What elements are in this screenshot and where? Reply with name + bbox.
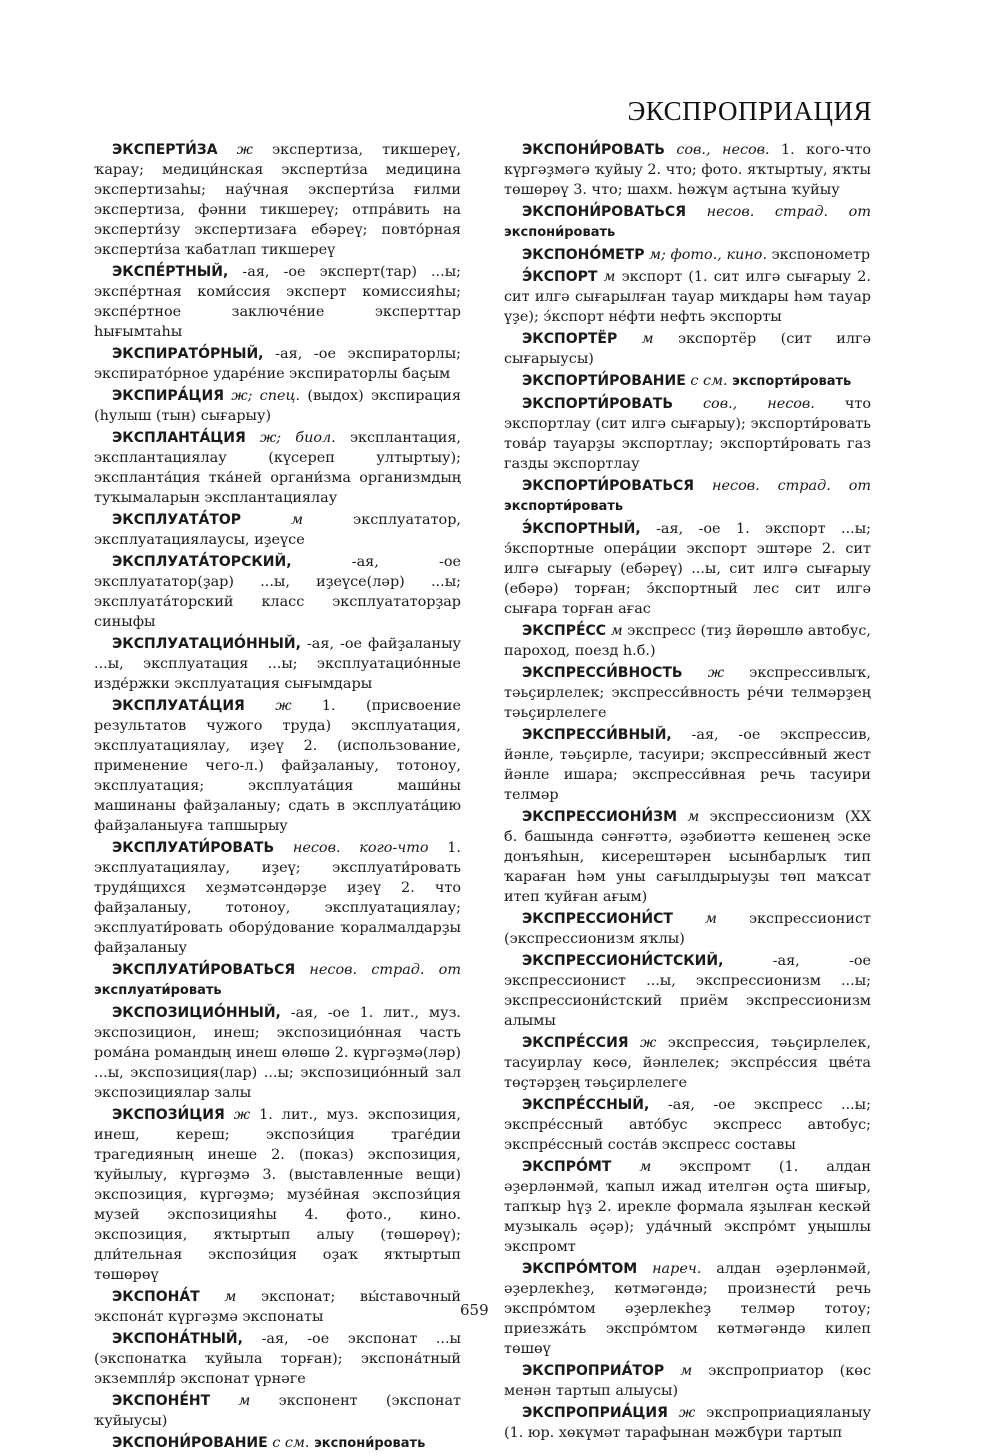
entry-headword: ЭКСПОНИ́РОВАТЬ xyxy=(522,142,665,158)
dictionary-entry xyxy=(504,1157,871,1257)
entry-body: 1. лит., муз. экспозиция, инеш, кереш; экспози́ция траге́дии трагедияның инеше 2. (показ) экспозиция, ҡуйылыу, күргәҙмә 3. (выставленные вещи) экспозиция, күргәҙмә; музе́йная экспози́ция музей экспозицияһы 4. фото., кино. экспозиция, яҡтыртып алыу (төшөрөү); дли́тельная экспози́ция оҙаҡ яҡтыртып төшөрөү xyxy=(94,1107,461,1283)
entry-headword: ЭКСПЛУАТА́ТОРСКИЙ, xyxy=(112,554,292,570)
entry-grammar: ж xyxy=(233,1107,251,1123)
entry-body: экспроприатор (көс менән тартып алыусы) xyxy=(504,1363,872,1399)
dictionary-entry xyxy=(94,552,461,632)
dictionary-entry xyxy=(94,634,461,694)
entry-grammar: м xyxy=(610,623,623,639)
entry-headword: ЭКСПРЕ́ССНЫЙ, xyxy=(522,1097,650,1113)
dictionary-entry xyxy=(504,1259,871,1359)
entry-body: экспроприацияланыу (1. юр. хөкүмәт тарафынан мәжбүри тартып xyxy=(504,1405,871,1441)
entry-headword: ЭКСПОЗИ́ЦИЯ xyxy=(112,1107,225,1123)
dictionary-entry xyxy=(94,1003,461,1103)
entry-grammar: м xyxy=(705,911,717,927)
entry-headword: ЭКСПРЕССИОНИ́СТ xyxy=(522,911,673,927)
entry-grammar: сов., несов. xyxy=(703,396,815,412)
entry-headword: ЭКСПОРТИ́РОВАТЬ xyxy=(522,396,674,412)
entry-grammar: ж; спец. xyxy=(231,388,301,404)
entry-grammar: ж xyxy=(275,698,292,714)
entry-body: -ая, -ое 1. экспорт ...ы; э́кспортные опера́ции экспорт эштәре 2. сит илгә сығарыу (ебәреү) ...ы, сит илгә сығарыу (ебәрә) торған; э́кспортный лес сит илгә сығара торған ағас xyxy=(504,521,871,617)
page-number: 659 xyxy=(460,1301,489,1319)
entry-grammar: м xyxy=(238,1393,251,1409)
dictionary-entry xyxy=(94,960,461,1001)
dictionary-entry xyxy=(504,1033,871,1093)
entry-grammar: м xyxy=(603,269,616,285)
entry-headword: ЭКСПОРТЁР xyxy=(522,331,618,347)
entry-headword: ЭКСПРЕССИ́ВНОСТЬ xyxy=(522,665,683,681)
entry-headword: ЭКСПЛУАТИ́РОВАТЬСЯ xyxy=(112,962,296,978)
entry-headword: ЭКСПРЕ́СС xyxy=(522,623,607,639)
dictionary-entry xyxy=(504,725,871,805)
entry-headword: ЭКСПЛУАТА́ЦИЯ xyxy=(112,698,245,714)
dictionary-entry xyxy=(504,476,871,517)
entry-body: -ая, -ое экспресс ...ы; экспре́ссный авто́бус экспресс автобус; экспре́ссный соста́в экспресс составы xyxy=(504,1097,871,1153)
entry-grammar: несов. страд. от xyxy=(309,962,461,978)
entry-body: (выдох) экспирация (һулыш (тын) сығарыу) xyxy=(94,388,461,424)
entry-grammar: м xyxy=(687,809,700,825)
entry-headword: ЭКСПОНО́МЕТР xyxy=(522,247,645,263)
entry-headword: ЭКСПРОПРИА́ЦИЯ xyxy=(522,1405,668,1421)
entry-body: -ая, -ое экспираторлы; экспирато́рное ударе́ние экспираторлы баҫым xyxy=(94,346,462,382)
entry-body: экспертиза, тикшереү, ҡарау; медици́нская эксперти́за медицина экспертизаһы; нау́чная эксперти́за ғилми экспертиза, фәнни тикшереү; отпра́вить на эксперти́зу экспертизаға ебәреү; повто́рная эксперти́за ҡабатлап тикшереү xyxy=(94,142,461,258)
entry-grammar: м; фото., кино. xyxy=(649,247,768,263)
dictionary-entry xyxy=(504,1403,871,1443)
entry-headword: ЭКСПОНА́Т xyxy=(112,1289,200,1305)
dictionary-entry xyxy=(504,245,871,265)
entry-body: что экспортлау (сит илгә сығарыу); экспорти́ровать това́р тауарҙы экспортлау; экспорти́ровать газ газды экспортлау xyxy=(504,396,871,472)
dictionary-entry xyxy=(504,807,871,907)
entry-headword: ЭКСПРОПРИА́ТОР xyxy=(522,1363,665,1379)
entry-grammar: ж xyxy=(640,1035,657,1051)
entry-body: экспорт (1. сит илгә сығарыу 2. сит илгә сығарылған тауар миҡдары һәм тауар үҙе); э́кспорт не́фти нефть экспорты xyxy=(504,269,871,325)
dictionary-entry xyxy=(94,838,461,958)
entry-body: алдан әҙерләнмәй, әҙерлекһеҙ, көтмәгәндә; произнести́ речь экспро́мтом әҙерлекһеҙ телмәр тотоу; приезжа́ть экспро́мтом көтмәгәндә килеп төшөү xyxy=(504,1261,872,1357)
entry-body: экспонент (экспонат ҡуйыусы) xyxy=(94,1393,461,1429)
dictionary-entry xyxy=(504,621,871,661)
entry-grammar: сов., несов. xyxy=(676,142,770,158)
entry-body: экспонометр xyxy=(771,247,871,263)
entry-grammar: нареч. xyxy=(652,1261,702,1277)
entry-grammar: с см. xyxy=(272,1435,310,1451)
dictionary-entry xyxy=(504,394,871,474)
dictionary-entry xyxy=(504,909,871,949)
entry-grammar: с см. xyxy=(690,373,728,389)
entry-body: -ая, -ое экспрессив, йәнле, тәьҫирле, тасуири; экспресси́вный жест йәнле ишара; экспресси́вная речь тасуири телмәр xyxy=(504,727,872,803)
dictionary-entry xyxy=(504,951,871,1031)
entry-headword: ЭКСПОРТИ́РОВАНИЕ xyxy=(522,373,686,389)
entry-body: экспрессия, тәьҫирлелек, тасуирлау көсө, йәнлелек; экспре́ссия цве́та төҫтәрҙең тәьҫирлелеге xyxy=(504,1035,872,1091)
entry-body: экспрессивлыҡ, тәьҫирлелек; экспресси́вность ре́чи телмәрҙең тәьҫирлелеге xyxy=(504,665,871,721)
entry-body: -ая, -ое файҙаланыу ...ы, эксплуатация ...ы; эксплуатацио́нные изде́ржки эксплуатация сығымдары xyxy=(94,636,461,692)
entry-headword: ЭКСПИРАТО́РНЫЙ, xyxy=(112,346,264,362)
entry-headword: ЭКСПОРТИ́РОВАТЬСЯ xyxy=(522,478,695,494)
dictionary-entry xyxy=(504,1095,871,1155)
right-column xyxy=(504,140,871,1445)
entry-headword: ЭКСПРО́МТОМ xyxy=(522,1261,638,1277)
entry-headword: ЭКСПЛУАТИ́РОВАТЬ xyxy=(112,840,275,856)
entry-headword: ЭКСПРЕССИОНИ́ЗМ xyxy=(522,809,678,825)
entry-grammar: м xyxy=(680,1363,693,1379)
entry-body: экспресс (тиҙ йөрөшлө автобус, пароход, поезд һ.б.) xyxy=(504,623,871,659)
dictionary-entry xyxy=(94,1105,461,1285)
entry-headword: ЭКСПРЕССИОНИ́СТСКИЙ, xyxy=(522,953,724,969)
entry-grammar: ж; биол. xyxy=(259,430,336,446)
entry-cross-reference: экспорти́ровать xyxy=(504,499,624,514)
entry-headword: ЭКСПРО́МТ xyxy=(522,1159,612,1175)
entry-headword: ЭКСПРЕ́ССИЯ xyxy=(522,1035,629,1051)
entry-headword: Э́КСПОРТ xyxy=(522,269,598,285)
dictionary-entry xyxy=(94,1287,461,1327)
entry-headword: ЭКСПОНИ́РОВАНИЕ xyxy=(112,1435,268,1451)
entry-headword: ЭКСПЛУАТАЦИО́ННЫЙ, xyxy=(112,636,301,652)
entry-grammar: несов. страд. от xyxy=(712,478,872,494)
entry-grammar: ж xyxy=(236,142,254,158)
dictionary-entry xyxy=(94,1391,461,1431)
dictionary-entry xyxy=(94,428,461,508)
running-head: ЭКСПРОПРИАЦИЯ xyxy=(627,96,872,126)
entry-body: экспонат; вы́ставочный экспона́т күргәҙмә экспонаты xyxy=(94,1289,461,1325)
dictionary-entry xyxy=(94,1433,461,1454)
dictionary-entry xyxy=(94,1329,461,1389)
entry-grammar: несов. страд. от xyxy=(706,204,871,220)
entry-grammar: несов. кого-что xyxy=(292,840,429,856)
entry-body: экспрессионизм (XX б. башында сәнғәттә, әҙәбиәттә кешенең эске донъяһын, кисерештәрен ысынбарлыҡ тип ҡараған һәм уны сағылдырыуҙы төп маҡсат итеп ҡуйған ағым) xyxy=(504,809,872,905)
entry-headword: ЭКСПРЕССИ́ВНЫЙ, xyxy=(522,727,672,743)
entry-body: экспромт (1. алдан әҙерләнмәй, ҡапыл ижад ителгән оҫта шиғыр, тапҡыр һүҙ 2. ирекле формала яҙылған кескәй музыкаль әҫәр); уда́чный экспро́мт уңышлы экспромт xyxy=(504,1159,871,1255)
dictionary-entry xyxy=(504,663,871,723)
entry-grammar: ж xyxy=(707,665,725,681)
dictionary-entry xyxy=(504,371,871,392)
dictionary-entry xyxy=(504,202,871,243)
dictionary-entry xyxy=(504,329,871,369)
entry-body: 1. эксплуатациялау, иҙеү; эксплуати́ровать трудя́щихся хеҙмәтсәндәрҙе иҙеү 2. что файҙаланыу, тотоноу, эксплуатациялау; эксплуати́ровать обору́дование ҡоралмалдарҙы файҙаланыу xyxy=(94,840,461,956)
dictionary-entry xyxy=(504,267,871,327)
entry-grammar: м xyxy=(641,331,654,347)
dictionary-entry xyxy=(504,140,871,200)
entry-body: -ая, -ое экспрессионист ...ы, экспрессионизм ...ы; экспрессиони́стский приём экспрессионизм алымы xyxy=(504,953,872,1029)
dictionary-entry xyxy=(94,386,461,426)
entry-cross-reference: экспони́ровать xyxy=(504,225,616,240)
entry-body: -ая, -ое 1. лит., муз. экспозицион, инеш; экспозицио́нная часть рома́на романдың инеш өлөшө 2. күргәҙмә(ләр) ...ы, экспозиция(лар) ...ы; экспозицио́нный зал экспозициялар залы xyxy=(94,1005,462,1101)
dictionary-entry xyxy=(94,140,461,260)
entry-headword: ЭКСПЛАНТА́ЦИЯ xyxy=(112,430,246,446)
dictionary-entry xyxy=(94,696,461,836)
entry-cross-reference: эксплуати́ровать xyxy=(94,983,222,998)
dictionary-entry xyxy=(94,262,461,342)
dictionary-entry xyxy=(504,519,871,619)
entry-body: экспрессионист (экспрессионизм яҡлы) xyxy=(504,911,872,947)
entry-body: эксплуататор, эксплуатациялаусы, иҙеүсе xyxy=(94,512,462,548)
entry-body: -ая, -ое экспонат ...ы (экспонатка ҡуйыла торған); экспона́тный экземпля́р экспонат үрнәге xyxy=(94,1331,462,1387)
entry-headword: ЭКСПОНИ́РОВАТЬСЯ xyxy=(522,204,686,220)
entry-headword: ЭКСПЕРТИ́ЗА xyxy=(112,142,218,158)
entry-headword: ЭКСПИРА́ЦИЯ xyxy=(112,388,225,404)
entry-body: 1. кого-что күргәҙмәгә ҡуйыу 2. что; фото. яҡтыртыу, яҡты төшөрөү 3. что; шахм. һөжүм аҫтына ҡуйыу xyxy=(504,142,872,198)
dictionary-entry xyxy=(504,1361,871,1401)
entry-headword: ЭКСПОНЕ́НТ xyxy=(112,1393,211,1409)
entry-body: экспортёр (сит илгә сығарыусы) xyxy=(504,331,872,367)
entry-headword: ЭКСПЕ́РТНЫЙ, xyxy=(112,264,229,280)
entry-grammar: ж xyxy=(678,1405,696,1421)
dictionary-entry xyxy=(94,510,461,550)
entry-grammar: м xyxy=(291,512,304,528)
entry-headword: Э́КСПОРТНЫЙ, xyxy=(522,521,641,537)
entry-grammar: м xyxy=(639,1159,652,1175)
entry-cross-reference: экспони́ровать xyxy=(314,1436,426,1451)
entry-headword: ЭКСПОНА́ТНЫЙ, xyxy=(112,1331,243,1347)
dictionary-entry xyxy=(94,344,461,384)
entry-grammar: м xyxy=(224,1289,237,1305)
entry-headword: ЭКСПОЗИЦИО́ННЫЙ, xyxy=(112,1005,281,1021)
left-column xyxy=(94,140,461,1456)
entry-body: эксплантация, эксплантациялау (күсереп ултыртыу); экспланта́ция тка́ней органи́зма организмдың туҡымаларын эксплантациялау xyxy=(94,430,461,506)
entry-body: -ая, -ое эксплуататор(ҙар) ...ы, иҙеүсе(ләр) ...ы; эксплуата́торский класс эксплуататорҙар синыфы xyxy=(94,554,461,630)
entry-headword: ЭКСПЛУАТА́ТОР xyxy=(112,512,242,528)
entry-body: 1. (присвоение результатов чужого труда) эксплуатация, эксплуатациялау, иҙеү 2. (использование, применение чего-л.) файҙаланыу, тотоноу, эксплуатация; эксплуата́ция маши́ны машинаны файҙаланыу; сдать в эксплуата́цию файҙаланыуға тапшырыу xyxy=(94,698,462,834)
entry-cross-reference: экспорти́ровать xyxy=(732,374,852,389)
entry-body: -ая, -ое эксперт(тар) ...ы; экспе́ртная коми́ссия эксперт комиссияһы; экспе́ртное заключе́ние эксперттар һығымтаһы xyxy=(94,264,461,340)
